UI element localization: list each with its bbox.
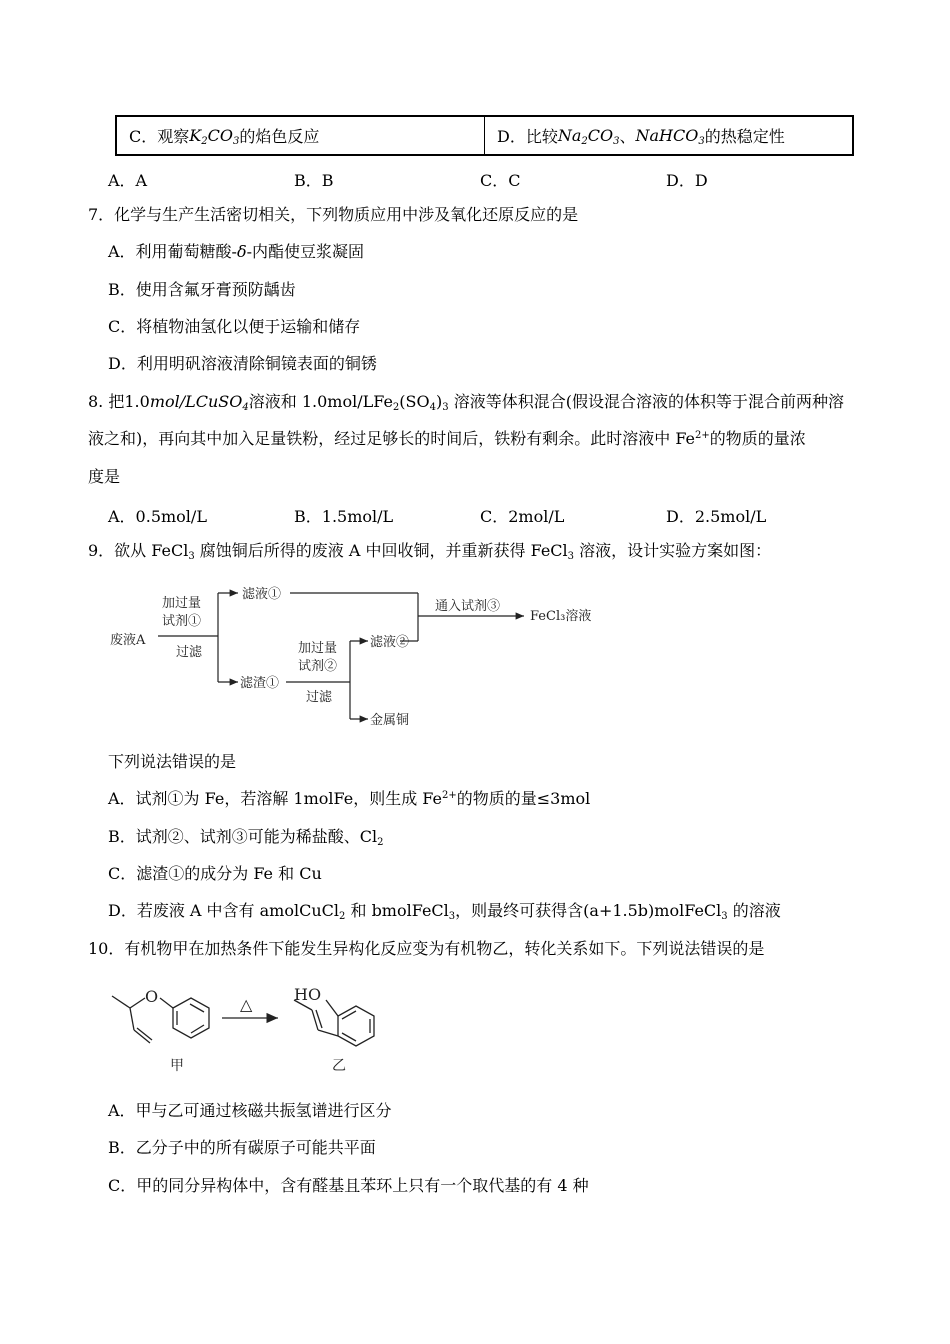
cell-d-separator: 、 xyxy=(619,127,636,146)
choice-c[interactable]: C．2mol/L xyxy=(480,507,565,526)
filter2-label: 过滤 xyxy=(306,690,333,705)
heat-symbol: △ xyxy=(240,995,253,1014)
q8-choices xyxy=(108,504,868,527)
add-reagent1-line2: 试剂① xyxy=(162,614,202,629)
cell-c-formula: $K_2CO_3$ xyxy=(189,126,240,147)
waste-a-label: 废液A xyxy=(110,633,146,648)
q7-option-d[interactable]: D．利用明矾溶液清除铜镜表面的铜锈 xyxy=(108,354,377,373)
filtrate1-label: 滤液① xyxy=(242,587,282,602)
q9-sub-stem: 下列说法错误的是 xyxy=(108,752,237,771)
cell-c-label: C．观察 xyxy=(129,127,190,146)
compound-jia-structure xyxy=(112,996,209,1043)
q7-option-b[interactable]: B．使用含氟牙膏预防龋齿 xyxy=(108,280,296,299)
cell-d-formula-1: $Na_2CO_3$ xyxy=(557,126,620,147)
cell-d-suffix: 的热稳定性 xyxy=(704,127,785,146)
hydroxyl-label: HO xyxy=(294,985,322,1004)
compound-yi-label: 乙 xyxy=(332,1058,346,1074)
add-reagent2-line2: 试剂② xyxy=(298,659,338,674)
q6-choices xyxy=(108,168,868,191)
choice-b[interactable]: B．1.5mol/L xyxy=(294,507,394,526)
q9-option-c[interactable]: C．滤渣①的成分为 Fe 和 Cu xyxy=(108,864,322,883)
cell-d-label: D．比较 xyxy=(497,127,558,146)
process-flow-diagram xyxy=(100,578,620,738)
choice-b[interactable]: B．B xyxy=(294,171,334,190)
q7-option-a[interactable]: A．利用葡萄糖酸-δ-内酯使豆浆凝固 xyxy=(108,242,365,261)
q9-option-b[interactable]: B．试剂②、试剂③可能为稀盐酸、$Cl_2$ xyxy=(108,827,384,848)
cell-c-suffix: 的焰色反应 xyxy=(239,127,320,146)
product-label: FeCl₃溶液 xyxy=(530,609,592,624)
choice-d[interactable]: D．D xyxy=(666,171,708,190)
metal-copper-label: 金属铜 xyxy=(370,713,410,728)
choice-c[interactable]: C．C xyxy=(480,171,521,190)
add-reagent2-line1: 加过量 xyxy=(298,641,338,656)
table-cell-d xyxy=(484,117,852,154)
q9-option-a[interactable]: A．试剂①为 Fe，若溶解 1molFe，则生成 $Fe^{2+}$的物质的量≤3mol xyxy=(108,789,591,808)
q10-option-c[interactable]: C．甲的同分异构体中，含有醛基且苯环上只有一个取代基的有 4 种 xyxy=(108,1176,589,1195)
isomerization-structures xyxy=(100,978,400,1078)
q8-stem-line-3: 度是 xyxy=(88,467,121,486)
table-cell-c xyxy=(117,117,484,154)
choice-a[interactable]: A．0.5mol/L xyxy=(108,507,207,526)
pass-reagent3-label: 通入试剂③ xyxy=(435,599,501,614)
compound-yi-structure xyxy=(294,1000,374,1046)
q9-option-d[interactable]: D．若废液 A 中含有 amolCuCl$_2$ 和 bmolFeCl$_3$，则最终可获得含(a+1.5b)molFeCl$_3$ 的溶液 xyxy=(108,901,781,922)
compound-jia-label: 甲 xyxy=(170,1058,184,1074)
q7-option-c[interactable]: C．将植物油氢化以便于运输和储存 xyxy=(108,317,361,336)
q10-option-b[interactable]: B．乙分子中的所有碳原子可能共平面 xyxy=(108,1138,376,1157)
oxygen-label: O xyxy=(145,987,159,1006)
filter1-label: 过滤 xyxy=(176,645,203,660)
filtrate2-label: 滤液② xyxy=(370,635,410,650)
residue1-label: 滤渣① xyxy=(240,676,280,691)
q9-stem: 9．欲从 FeCl$_3$ 腐蚀铜后所得的废液 A 中回收铜，并重新获得 FeCl$_3$ 溶液，设计实验方案如图： xyxy=(88,541,772,562)
q10-option-a[interactable]: A．甲与乙可通过核磁共振氢谱进行区分 xyxy=(108,1101,392,1120)
choice-d[interactable]: D．2.5mol/L xyxy=(666,507,767,526)
q8-stem-line-1: 8. 把1.0mol/LCuSO$_4$溶液和 $1.0mol/LFe_2(SO_4)_3$ 溶液等体积混合(假设混合溶液的体积等于混合前两种溶 xyxy=(88,392,844,413)
experiment-table xyxy=(115,115,854,156)
cell-d-formula-2: NaHCO$_3$ xyxy=(635,126,705,147)
add-reagent1-line1: 加过量 xyxy=(162,596,202,611)
q8-stem-line-2: 液之和)，再向其中加入足量铁粉，经过足够长的时间后，铁粉有剩余。此时溶液中 $Fe^{2+}$的物质的量浓 xyxy=(88,429,806,448)
choice-a[interactable]: A．A xyxy=(108,171,148,190)
q10-stem: 10．有机物甲在加热条件下能发生异构化反应变为有机物乙，转化关系如下。下列说法错误的是 xyxy=(88,939,765,958)
q7-stem: 7．化学与生产生活密切相关，下列物质应用中涉及氧化还原反应的是 xyxy=(88,205,579,224)
